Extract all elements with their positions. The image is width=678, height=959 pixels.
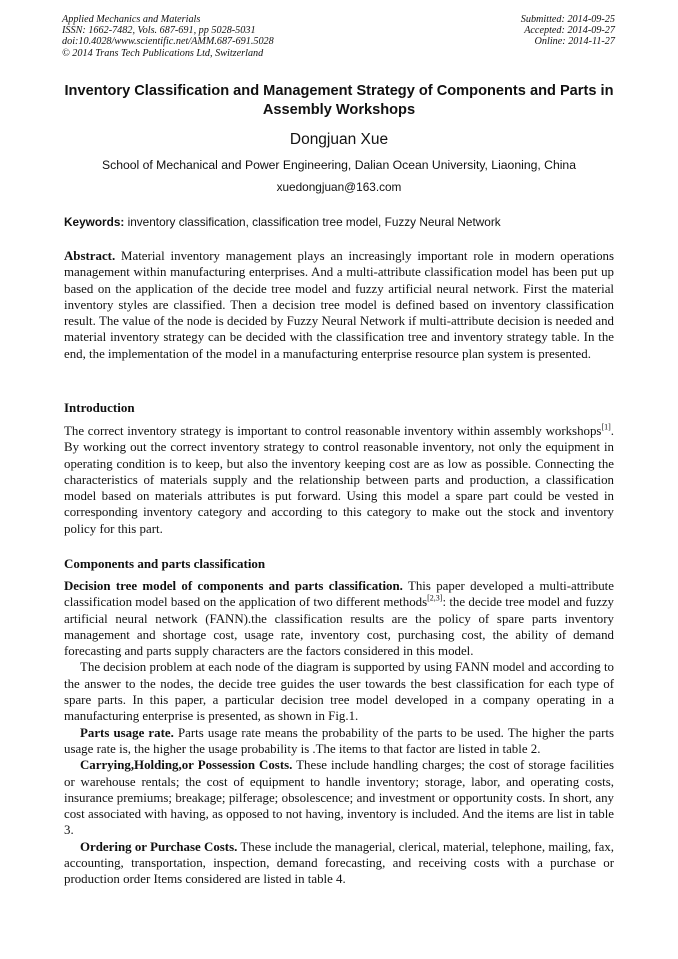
- decision-tree-label: Decision tree model of components and parts classification.: [64, 579, 403, 593]
- submitted-date: Submitted: 2014-09-25: [520, 14, 615, 25]
- carrying-costs-paragraph: [64, 757, 614, 838]
- paper-title: Inventory Classification and Management Strategy of Components and Parts in Assembly Workshops: [64, 83, 614, 118]
- citation-2-3: [2,3]: [427, 594, 443, 603]
- journal-issn: ISSN: 1662-7482, Vols. 687-691, pp 5028-5031: [62, 25, 256, 37]
- journal-header-left: [62, 14, 392, 59]
- usage-rate-text: Parts usage rate means the probability of the parts to be used. The higher the parts usage rate is, the higher the usage probability is .The items to that factor are listed in table 2.: [64, 725, 614, 756]
- decision-tree-text-a: This paper developed a multi-attribute classification model based on the application of two different methods: [64, 579, 614, 610]
- abstract-text: Material inventory management plays an increasingly important role in modern operations management within manufacturing enterprises. And a multi-attribute classification model has been put up based on the application of the decide tree model and fuzzy artificial neural network. First the material inventory styles are classified. Then a decision tree model is defined based on inventory classification result. The value of the node is decided by Fuzzy Neural Network if multi-attribute decision is needed and material inventory strategy can be decided with the classification tree and inventory strategy table. In the end, the implementation of the model in a manufacturing enterprise resource plan system is presented.: [64, 249, 614, 361]
- introduction-body: [64, 423, 614, 537]
- carrying-costs-label: Carrying,Holding,or Possession Costs.: [80, 758, 293, 773]
- accepted-date: Accepted: 2014-09-27: [524, 25, 615, 37]
- ordering-costs-paragraph: [64, 839, 614, 888]
- decision-tree-text-b: : the decide tree model and fuzzy artificial neural network (FANN).the classification results are the policy of spare parts inventory management and shortage cost, usage rate, inventory cost, purchasing cost, the ability of demand forecasting and parts supply characters are the factors considered in this model.: [64, 595, 614, 659]
- journal-name: Applied Mechanics and Materials: [62, 14, 201, 25]
- journal-copyright: © 2014 Trans Tech Publications Ltd, Switzerland: [62, 47, 264, 59]
- online-date: Online: 2014-11-27: [534, 36, 615, 48]
- components-body: [64, 578, 614, 888]
- introduction-heading: Introduction: [64, 400, 135, 415]
- keywords: [64, 215, 624, 229]
- introduction-text-b: . By working out the correct inventory strategy to control reasonable inventory, not only the equipment in operating condition is to keep, but also the inventory keeping cost are as low as possible. Connecting the characteristics of materials supply and the relationship between parts and production, a classification model based on materials attributes is put forward. Using this model a spare part could be vested in corresponding inventory category and according to this category to make out the stock and inventory policy for this part.: [64, 424, 614, 536]
- author-affiliation: School of Mechanical and Power Engineering, Dalian Ocean University, Liaoning, China: [101, 158, 576, 172]
- decision-problem-paragraph: The decision problem at each node of the diagram is supported by using FANN model and according to the answer to the nodes, the decide tree guides the user towards the best classification for each type of spare parts. In this paper, a particular decision tree model developed in a company operating in a manufacturing enterprise is presented, as shown in Fig.1.: [64, 660, 614, 724]
- keywords-label: Keywords:: [64, 215, 125, 229]
- abstract-label: Abstract.: [64, 249, 116, 263]
- citation-1: [1]: [601, 422, 611, 432]
- introduction-text-a: The correct inventory strategy is important to control reasonable inventory within assembly workshops: [64, 424, 602, 438]
- components-heading: Components and parts classification: [64, 556, 266, 571]
- carrying-costs-text: These include handling charges; the cost of storage facilities or warehouse rentals; the cost of equipment to handle inventory; storage, labor, and operating costs, insurance premiums; breakage; pilferage; obsolescence; and investment or opportunity costs. In short, any cost associated with having, as opposed to not having, inventory is included. And the items are list in table 3.: [64, 758, 615, 838]
- ordering-costs-label: Ordering or Purchase Costs.: [80, 839, 238, 854]
- decision-tree-paragraph: [64, 578, 614, 659]
- author-name: Dongjuan Xue: [289, 131, 389, 148]
- ordering-costs-text: These include the managerial, clerical, material, telephone, mailing, fax, accounting, transportation, inspection, demand forecasting, and receiving costs with a purchase or production order Items considered are listed in table 4.: [64, 839, 615, 887]
- usage-rate-paragraph: [64, 725, 614, 758]
- journal-header-right: [395, 14, 615, 48]
- journal-doi: doi:10.4028/www.scientific.net/AMM.687-691.5028: [62, 36, 274, 48]
- abstract: [64, 248, 614, 362]
- usage-rate-label: Parts usage rate.: [80, 725, 174, 740]
- keywords-text: inventory classification, classification tree model, Fuzzy Neural Network: [124, 215, 501, 229]
- author-email: xuedongjuan@163.com: [276, 180, 402, 194]
